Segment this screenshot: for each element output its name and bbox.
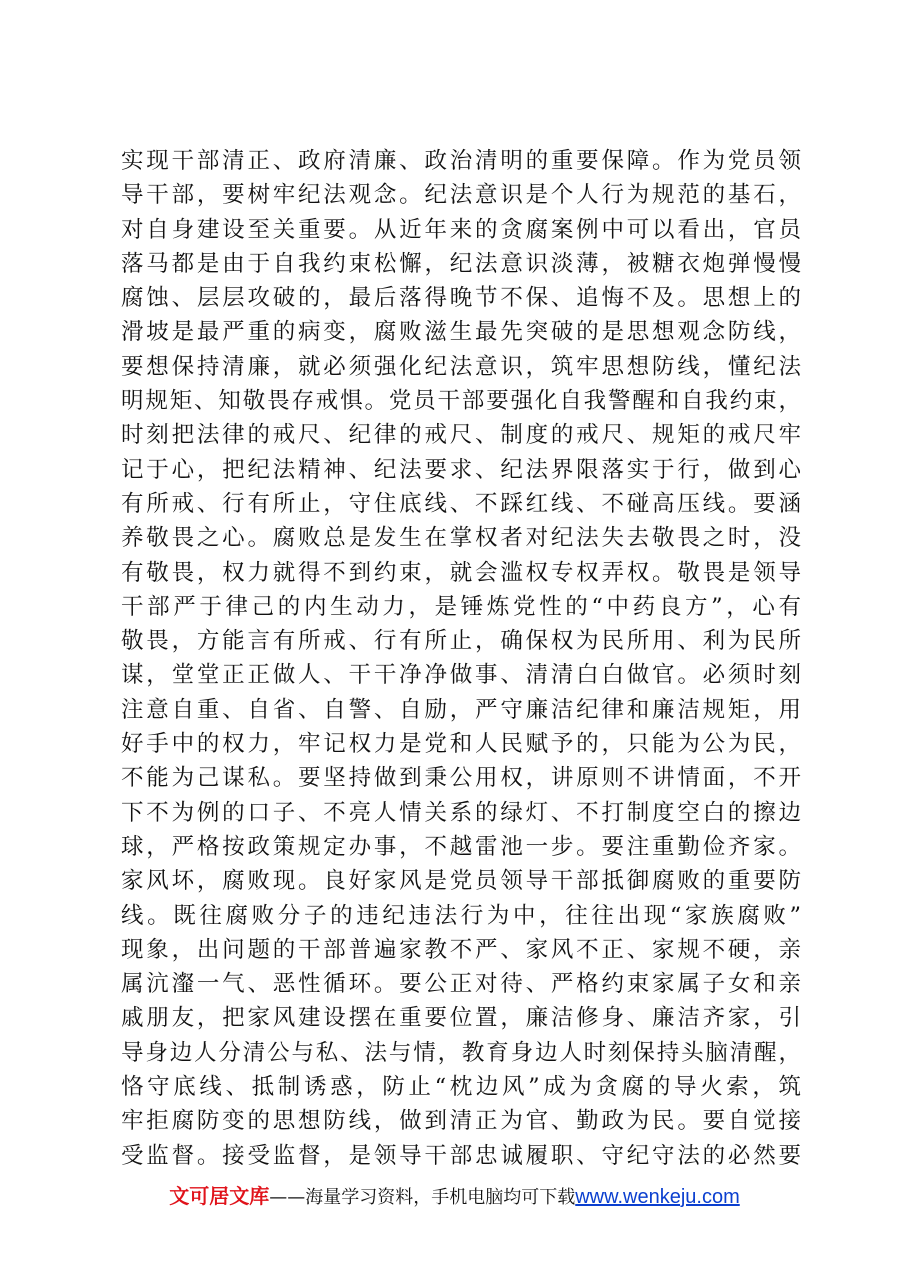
footer-link[interactable]: www.wenkeju.com <box>575 1186 740 1208</box>
text-line: 干部严于律己的内生动力，是锤炼党性的“中药良方”，心有 <box>121 593 801 620</box>
text-line: 现象，出问题的干部普遍家教不严、家风不正、家规不硬，亲 <box>121 936 801 963</box>
footer-tagline: ——海量学习资料，手机电脑均可下载 <box>269 1187 576 1208</box>
footer-banner <box>0 1180 909 1209</box>
text-line: 好手中的权力，牢记权力是党和人民赋予的，只能为公为民， <box>121 731 801 758</box>
text-line: 明规矩、知敬畏存戒惧。党员干部要强化自我警醒和自我约束， <box>121 388 801 415</box>
text-line: 敬畏，方能言有所戒、行有所止，确保权为民所用、利为民所 <box>121 628 801 655</box>
text-line: 线。既往腐败分子的违纪违法行为中，往往出现“家族腐败” <box>121 902 801 929</box>
text-line: 有敬畏，权力就得不到约束，就会滥权专权弄权。敬畏是领导 <box>121 559 801 586</box>
footer-brand: 文可居文库 <box>169 1184 270 1208</box>
text-line: 恪守底线、抵制诱惑，防止“枕边风”成为贪腐的导火索，筑 <box>121 1074 801 1101</box>
text-line: 实现干部清正、政府清廉、政治清明的重要保障。作为党员领 <box>121 148 801 174</box>
text-line: 有所戒、行有所止，守住底线、不踩红线、不碰高压线。要涵 <box>121 490 801 517</box>
text-line: 牢拒腐防变的思想防线，做到清正为官、勤政为民。要自觉接 <box>121 1108 801 1135</box>
text-line: 导身边人分清公与私、法与情，教育身边人时刻保持头脑清醒， <box>121 1039 801 1066</box>
text-line: 滑坡是最严重的病变，腐败滋生最先突破的是思想观念防线， <box>121 319 801 346</box>
body-text <box>121 144 801 1173</box>
text-line: 记于心，把纪法精神、纪法要求、纪法界限落实于行，做到心 <box>121 456 801 483</box>
text-line: 戚朋友，把家风建设摆在重要位置，廉洁修身、廉洁齐家，引 <box>121 1005 801 1032</box>
text-line: 下不为例的口子、不亮人情关系的绿灯、不打制度空白的擦边 <box>121 799 801 826</box>
text-line: 对自身建设至关重要。从近年来的贪腐案例中可以看出，官员 <box>121 216 801 243</box>
text-line: 时刻把法律的戒尺、纪律的戒尺、制度的戒尺、规矩的戒尺牢 <box>121 422 801 449</box>
text-line: 受监督。接受监督，是领导干部忠诚履职、守纪守法的必然要 <box>121 1142 801 1169</box>
text-line: 属沆瀣一气、恶性循环。要公正对待、严格约束家属子女和亲 <box>121 971 801 998</box>
text-line: 谋，堂堂正正做人、干干净净做事、清清白白做官。必须时刻 <box>121 662 801 689</box>
text-line: 球，严格按政策规定办事，不越雷池一步。要注重勤俭齐家。 <box>121 833 801 860</box>
text-line: 不能为己谋私。要坚持做到秉公用权，讲原则不讲情面，不开 <box>121 765 801 792</box>
text-line: 腐蚀、层层攻破的，最后落得晚节不保、追悔不及。思想上的 <box>121 285 801 312</box>
text-line: 养敬畏之心。腐败总是发生在掌权者对纪法失去敬畏之时，没 <box>121 525 801 552</box>
text-line: 导干部，要树牢纪法观念。纪法意识是个人行为规范的基石， <box>121 182 801 209</box>
text-line: 落马都是由于自我约束松懈，纪法意识淡薄，被糖衣炮弹慢慢 <box>121 250 801 277</box>
text-line: 注意自重、自省、自警、自励，严守廉洁纪律和廉洁规矩，用 <box>121 696 801 723</box>
text-line: 要想保持清廉，就必须强化纪法意识，筑牢思想防线，懂纪法 <box>121 353 801 380</box>
text-line: 家风坏，腐败现。良好家风是党员领导干部抵御腐败的重要防 <box>121 868 801 895</box>
